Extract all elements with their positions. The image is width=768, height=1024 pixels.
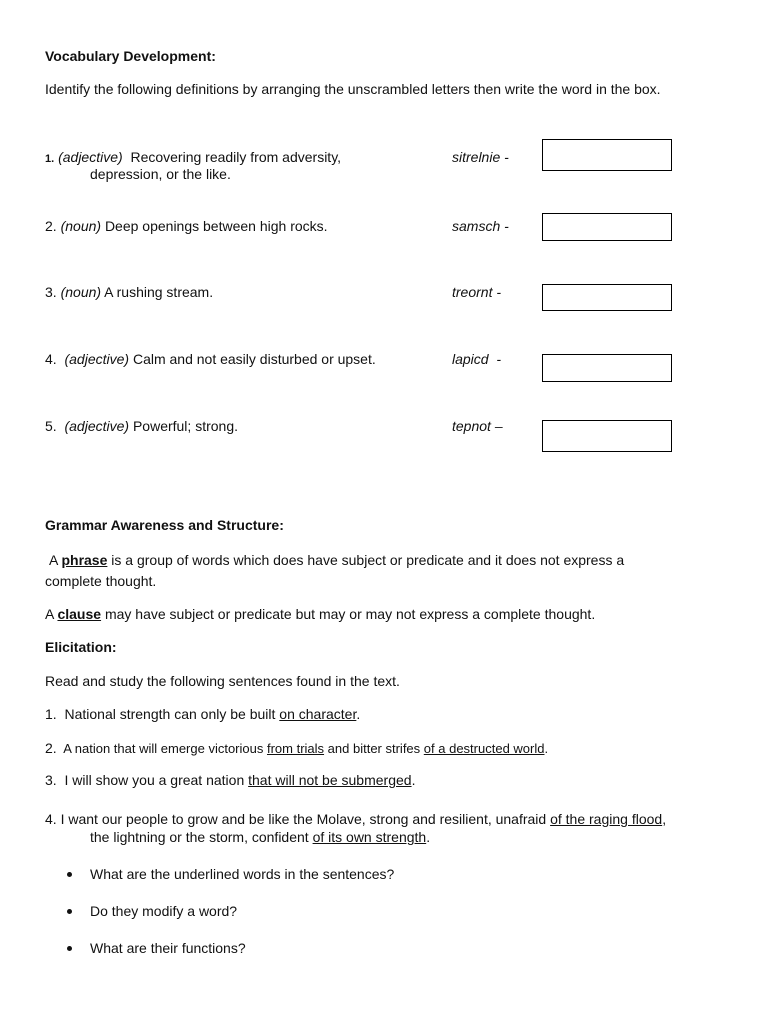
- phrase-text: is a group of words which does have subject or predicate and it does not express a: [111, 552, 625, 568]
- sentence-punct: .: [356, 706, 361, 722]
- sentence-4-cont: [90, 829, 430, 845]
- underlined-phrase: from trials: [266, 741, 325, 756]
- underlined-phrase: of a destructed world: [423, 741, 545, 756]
- vocab-item-4: [45, 351, 376, 367]
- vocab-item-2: [45, 218, 328, 234]
- part-of-speech: (adjective): [64, 418, 130, 434]
- bullet-icon: [67, 872, 72, 877]
- sentence-2: [45, 740, 548, 756]
- item-number: 5.: [45, 418, 57, 434]
- clause-text: may have subject or predicate but may or may not express a complete thought.: [104, 606, 596, 622]
- underlined-phrase: of the raging flood: [550, 811, 663, 827]
- underlined-phrase: on character: [279, 706, 357, 722]
- scrambled-word: tepnot –: [452, 418, 503, 434]
- definition: Calm and not easily disturbed or upset.: [132, 351, 376, 367]
- scrambled-word: treornt -: [452, 284, 502, 300]
- phrase-article: A: [49, 552, 58, 568]
- bullet-icon: [67, 909, 72, 914]
- scrambled-word: samsch -: [452, 218, 509, 234]
- answer-box-1[interactable]: [542, 139, 672, 171]
- sentence-punct: .: [544, 741, 549, 756]
- sentence-1: [45, 706, 360, 722]
- underlined-phrase: that will not be submerged: [248, 772, 412, 788]
- part-of-speech: (adjective): [58, 149, 123, 165]
- item-number: 2.: [45, 218, 57, 234]
- clause-term: clause: [57, 606, 102, 622]
- grammar-heading: Grammar Awareness and Structure:: [45, 517, 284, 533]
- item-number: 4.: [45, 351, 57, 367]
- definition: A rushing stream.: [104, 284, 214, 300]
- sentence-number: 3.: [45, 772, 57, 788]
- clause-definition: [45, 606, 595, 622]
- vocab-instructions: Identify the following definitions by arranging the unscrambled letters then write the word in the box.: [45, 81, 661, 97]
- sentence-text: I will show you a great nation: [64, 772, 245, 788]
- scrambled-word: sitrelnie -: [452, 149, 509, 165]
- sentence-punct: ,: [662, 811, 667, 827]
- question-2: Do they modify a word?: [90, 903, 238, 919]
- part-of-speech: (noun): [60, 218, 102, 234]
- vocab-item-1-definition-cont: depression, or the like.: [90, 166, 231, 182]
- sentence-text: and bitter strifes: [327, 741, 421, 756]
- answer-box-5[interactable]: [542, 420, 672, 452]
- part-of-speech: (noun): [60, 284, 102, 300]
- answer-box-2[interactable]: [542, 213, 672, 241]
- item-number: 3.: [45, 284, 57, 300]
- sentence-punct: .: [411, 772, 416, 788]
- clause-article: A: [45, 606, 54, 622]
- sentence-text: I want our people to grow and be like the Molave, strong and resilient, unafraid: [60, 811, 547, 827]
- scrambled-word: lapicd -: [452, 351, 502, 367]
- sentence-text: the lightning or the storm, confident: [90, 829, 309, 845]
- bullet-icon: [67, 946, 72, 951]
- phrase-term: phrase: [61, 552, 108, 568]
- item-number: 1.: [45, 153, 55, 165]
- sentence-number: 4.: [45, 811, 57, 827]
- sentence-number: 2.: [45, 740, 57, 756]
- vocab-item-3: [45, 284, 213, 300]
- sentence-punct: .: [426, 829, 431, 845]
- definition: Powerful; strong.: [132, 418, 239, 434]
- sentence-4: [45, 811, 666, 827]
- elicitation-intro: Read and study the following sentences found in the text.: [45, 673, 400, 689]
- vocab-item-5: [45, 418, 238, 434]
- answer-box-3[interactable]: [542, 284, 672, 311]
- answer-box-4[interactable]: [542, 354, 672, 382]
- phrase-definition: [49, 552, 624, 568]
- sentence-3: [45, 772, 415, 788]
- vocab-heading: Vocabulary Development:: [45, 48, 216, 64]
- underlined-phrase: of its own strength: [312, 829, 427, 845]
- question-1: What are the underlined words in the sentences?: [90, 866, 395, 882]
- sentence-number: 1.: [45, 706, 57, 722]
- elicitation-heading: Elicitation:: [45, 639, 117, 655]
- part-of-speech: (adjective): [64, 351, 130, 367]
- sentence-text: National strength can only be built: [64, 706, 276, 722]
- definition: Recovering readily from adversity,: [130, 149, 342, 165]
- phrase-definition-cont: complete thought.: [45, 573, 157, 589]
- vocab-item-1: [45, 149, 341, 165]
- question-3: What are their functions?: [90, 940, 246, 956]
- definition: Deep openings between high rocks.: [104, 218, 328, 234]
- sentence-text: A nation that will emerge victorious: [63, 741, 264, 756]
